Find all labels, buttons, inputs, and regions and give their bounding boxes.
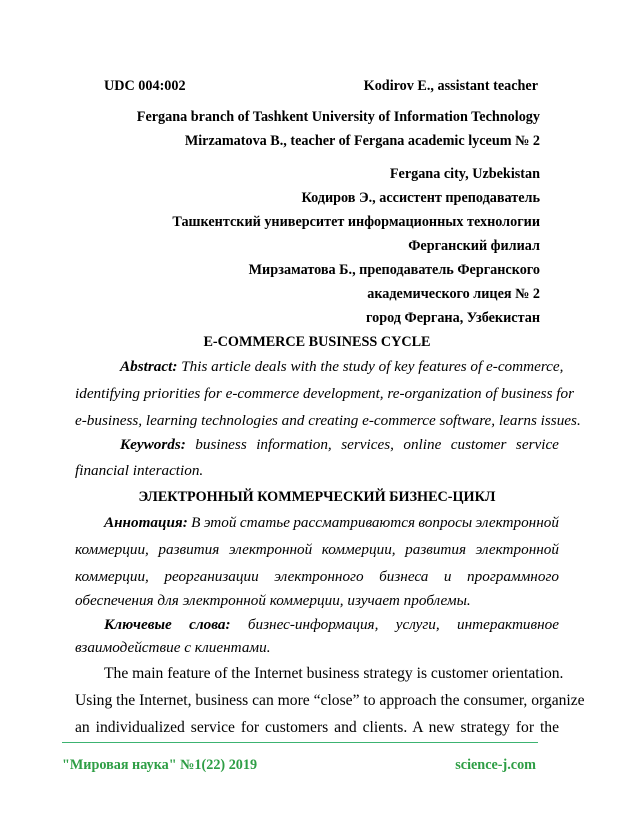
keywords-en-line1: [120, 436, 559, 454]
author1-ru: Кодиров Э., ассистент преподаватель: [301, 190, 540, 206]
abstract-en-line1: [120, 358, 564, 376]
abstract-en-text1: This article deals with the study of key features of e-commerce,: [181, 358, 564, 375]
word: статье: [239, 514, 290, 531]
abstract-ru-line4: обеспечения для электронной коммерции, изучает проблемы.: [75, 592, 471, 609]
abstract-ru-line2: [75, 541, 559, 559]
word: электронной: [475, 541, 559, 558]
word: электронной: [475, 514, 559, 531]
abstract-en-line3: e-business, learning technologies and creating e-commerce software, learns issues.: [75, 412, 581, 429]
affiliation1-ru-line1: Ташкентский университет информационных технологии: [172, 214, 540, 230]
udc-code: UDC 004:002: [104, 78, 186, 94]
abstract-ru-line1: [104, 514, 559, 532]
city-ru: город Фергана, Узбекистан: [366, 310, 540, 326]
body-line1: The main feature of the Internet business strategy is customer orientation.: [104, 665, 564, 682]
footer-journal: "Мировая наука" №1(22) 2019: [62, 757, 258, 773]
word: коммерции,: [75, 541, 149, 558]
author2-en: Mirzamatova B., teacher of Fergana academic lyceum № 2: [184, 133, 540, 149]
abstract-ru-line3: [75, 568, 559, 586]
word: развития: [405, 541, 467, 558]
keywords-ru-line2: взаимодействие с клиентами.: [75, 639, 271, 656]
keywords-ru-label: слова:: [189, 616, 231, 633]
title-ru: ЭЛЕКТРОННЫЙ КОММЕРЧЕСКИЙ БИЗНЕС-ЦИКЛ: [138, 489, 496, 505]
word: коммерции,: [321, 541, 396, 558]
body-line2: Using the Internet, business can more “close” to approach the consumer, organize: [75, 692, 585, 709]
word: коммерции,: [75, 568, 149, 585]
word: этой: [203, 514, 237, 531]
keyword: бизнес-информация,: [247, 616, 379, 633]
keyword: service: [515, 436, 559, 453]
word: развития: [158, 541, 220, 558]
keyword: business: [195, 436, 247, 453]
keyword: услуги,: [395, 616, 440, 633]
abstract-en-line2: identifying priorities for e-commerce development, re-organization of business for: [75, 385, 574, 402]
keywords-en-line2: financial interaction.: [75, 462, 204, 479]
keyword: services,: [341, 436, 394, 453]
keywords-ru-label: Ключевые: [104, 616, 172, 633]
author1-en: Kodirov E., assistant teacher: [363, 78, 538, 94]
word: электронного: [274, 568, 364, 585]
word: программного: [467, 568, 559, 585]
word: электронной: [228, 541, 313, 558]
word: рассматриваются: [293, 514, 415, 531]
keyword: online: [403, 436, 442, 453]
keywords-en-label: Keywords:: [120, 436, 186, 453]
word: В: [191, 514, 201, 531]
affiliation1-ru-line2: Ферганский филиал: [408, 238, 540, 254]
keyword: customer: [450, 436, 507, 453]
city-en: Fergana city, Uzbekistan: [389, 166, 540, 182]
word: бизнеса: [379, 568, 429, 585]
word: реорганизации: [164, 568, 259, 585]
author2-ru-line1: Мирзаматова Б., преподаватель Ферганского: [248, 262, 540, 278]
author2-ru-line2: академического лицея № 2: [367, 286, 540, 302]
word: вопросы: [418, 514, 473, 531]
abstract-en-label: Abstract:: [120, 358, 178, 375]
footer-rule: [62, 742, 538, 743]
keyword: information,: [256, 436, 332, 453]
keywords-ru-line1: [104, 616, 559, 634]
title-en: E-COMMERCE BUSINESS CYCLE: [203, 334, 431, 350]
keyword: интерактивное: [457, 616, 559, 633]
word: и: [443, 568, 452, 585]
affiliation1-en: Fergana branch of Tashkent University of Information Technology: [136, 109, 540, 125]
abstract-ru-label: Аннотация:: [104, 514, 188, 531]
footer-site: science-j.com: [455, 757, 536, 773]
body-line3: an individualized service for customers and clients. A new strategy for the: [75, 719, 559, 736]
